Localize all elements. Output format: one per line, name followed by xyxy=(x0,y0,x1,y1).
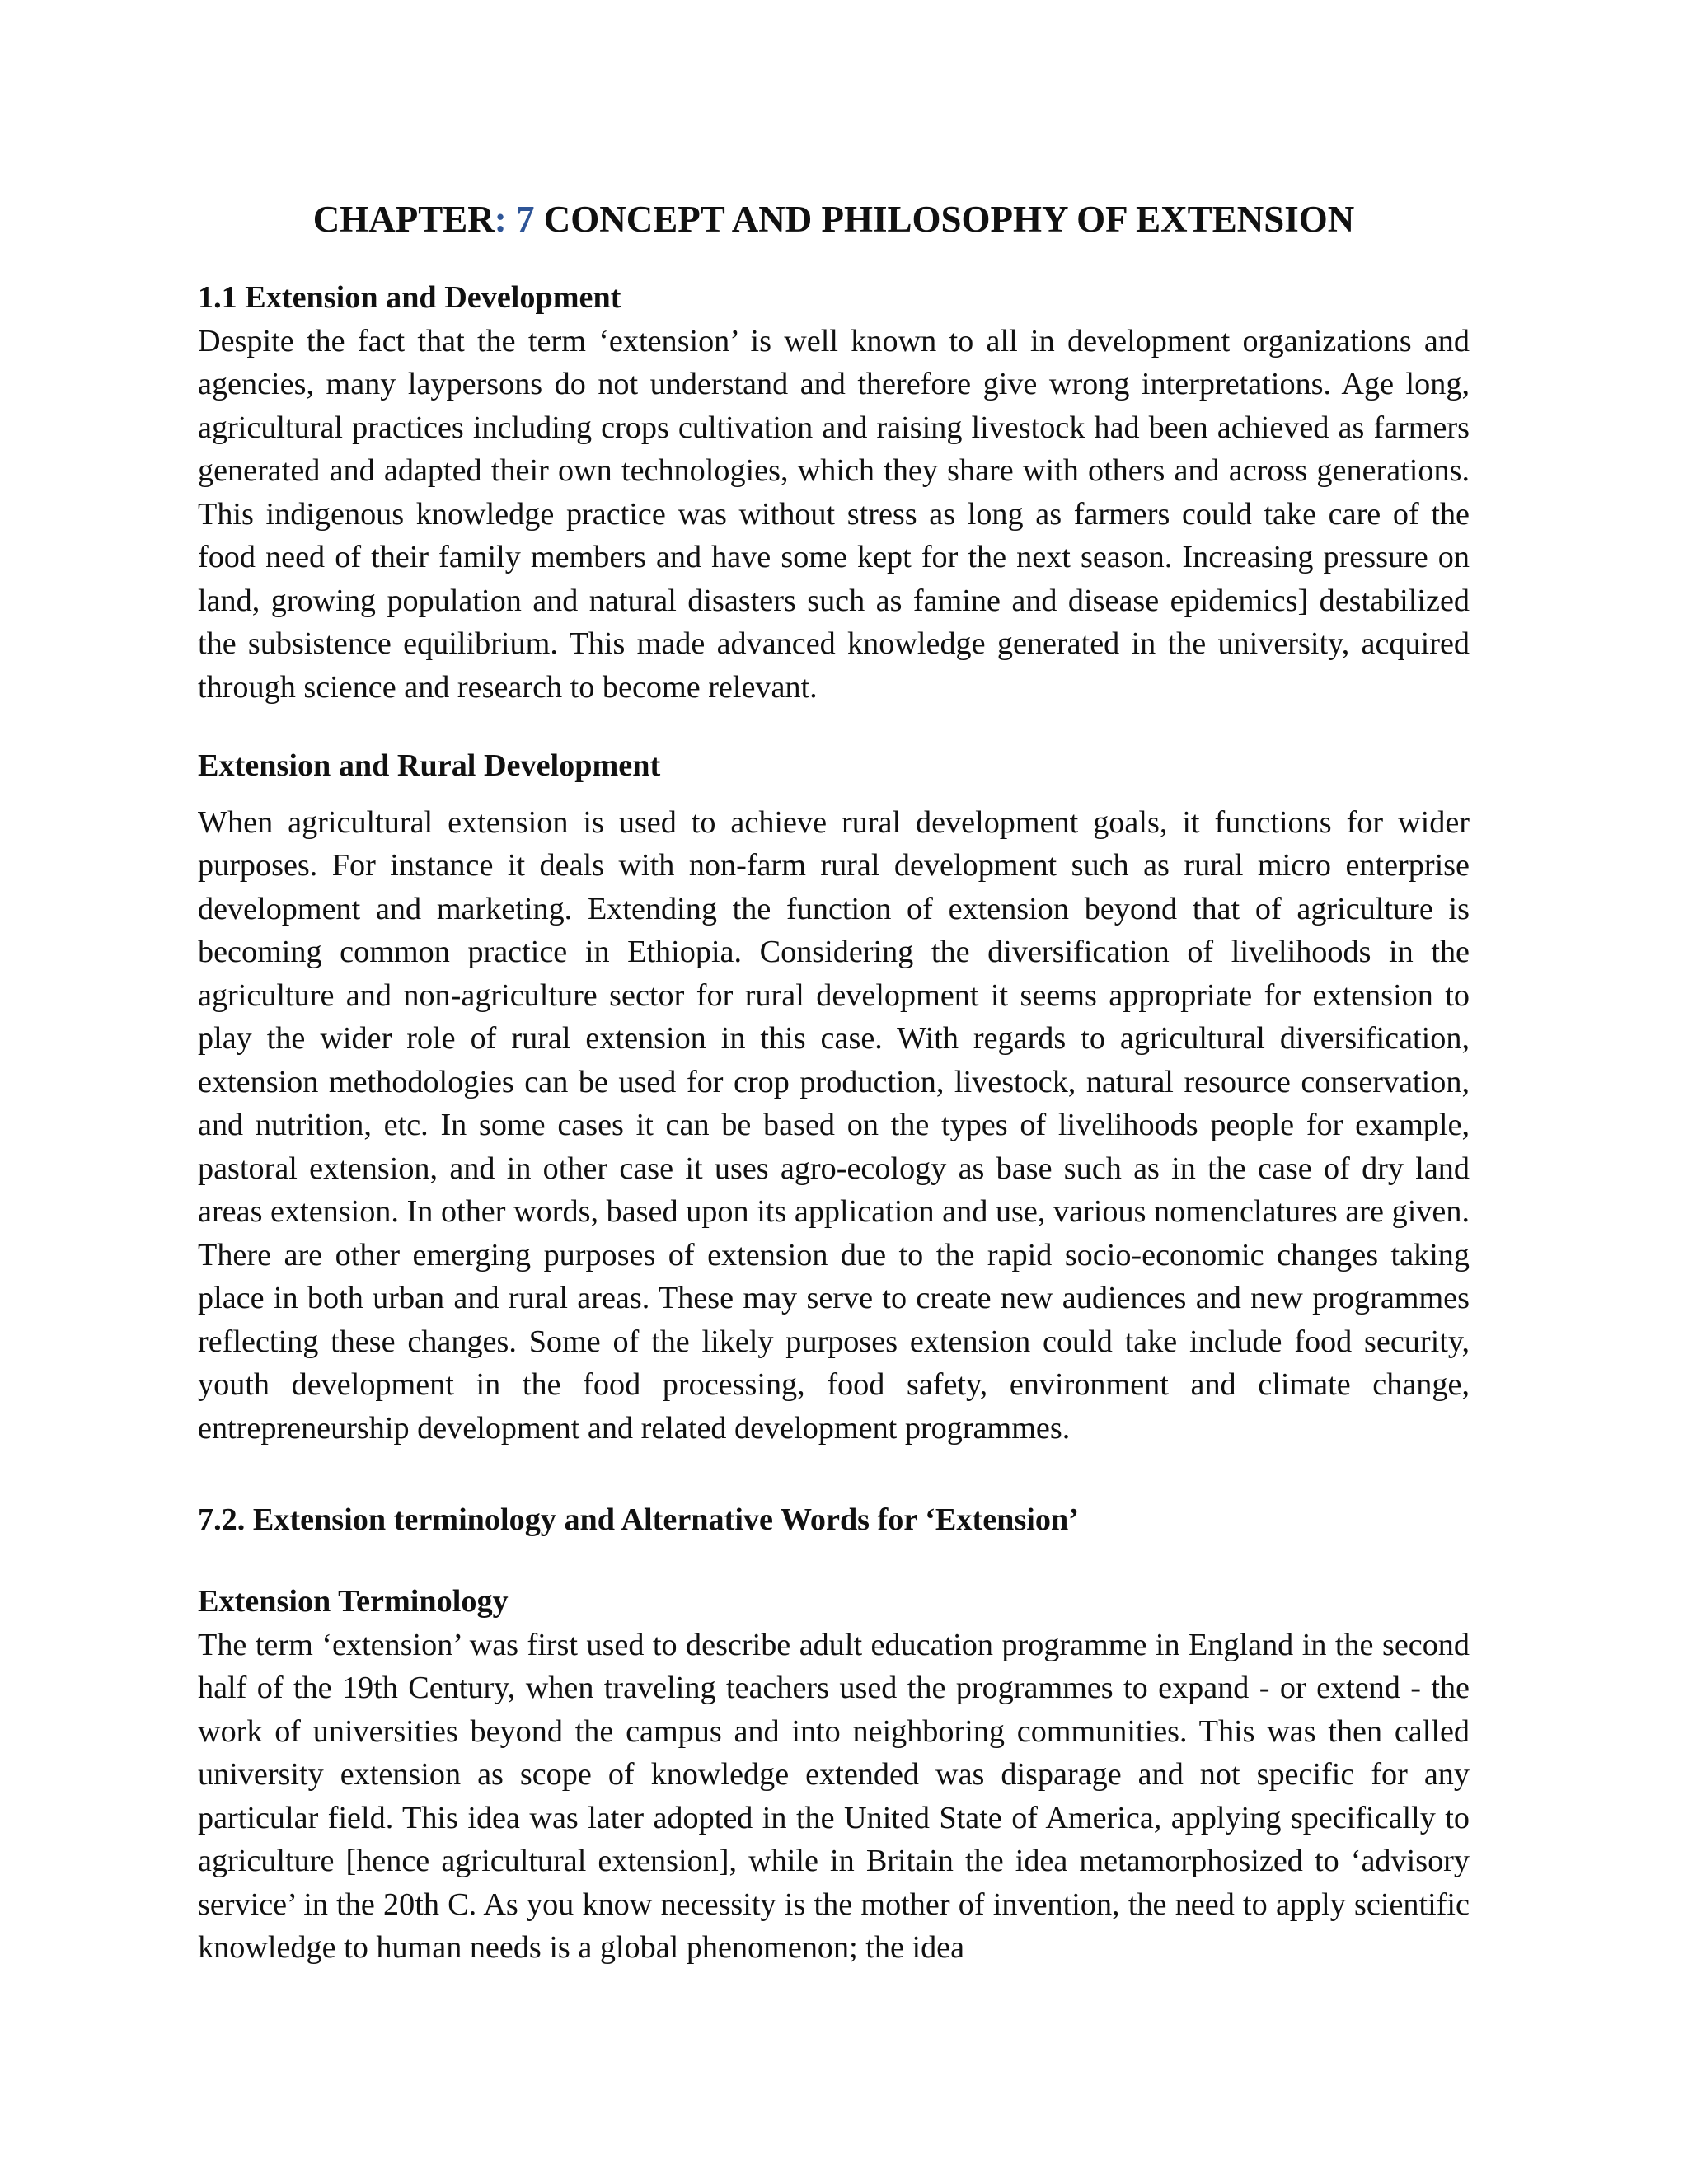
chapter-number: 7 xyxy=(516,199,535,240)
section-paragraph: When agricultural extension is used to achieve rural development goals, it functions for wider purposes. For instance it deals with non-farm rural development such as rural micro enterprise development and marketing. Extending the function of extension beyond that of agriculture is becoming common practice in Ethiopia. Considering the diversification of livelihoods in the agriculture and non-agriculture sector for rural development it seems appropriate for extension to play the wider role of rural extension in this case. With regards to agricultural diversification, extension methodologies can be used for crop production, livestock, natural resource conservation, and nutrition, etc. In some cases it can be based on the types of livelihoods people for example, pastoral extension, and in other case it uses agro-ecology as base such as in the case of dry land areas extension. In other words, based upon its application and use, various nomenclatures are given. There are other emerging purposes of extension due to the rapid socio-economic changes taking place in both urban and rural areas. These may serve to create new audiences and new programmes reflecting these changes. Some of the likely purposes extension could take include food security, youth development in the food processing, food safety, environment and climate change, entrepreneurship development and related development programmes. xyxy=(198,804,1470,1446)
chapter-colon: : xyxy=(494,199,507,240)
section-heading: Extension Terminology xyxy=(198,1584,509,1619)
section-extension-terminology xyxy=(198,1580,1470,1970)
section-heading: 1.1 Extension and Development xyxy=(198,280,621,315)
document-page xyxy=(198,0,1470,2184)
section-extension-and-rural-development xyxy=(198,744,1470,1450)
section-heading: 7.2. Extension terminology and Alternative Words for ‘Extension’ xyxy=(198,1502,1079,1537)
section-paragraph: Despite the fact that the term ‘extension’ is well known to all in development organizations and agencies, many laypersons do not understand and therefore give wrong interpretations. Age long, agricultural practices including crops cultivation and raising livestock had been achieved as farmers generated and adapted their own technologies, which they share with others and across generations. This indigenous knowledge practice was without stress as long as farmers could take care of the food need of their family members and have some kept for the next season. Increasing pressure on land, growing population and natural disasters such as famine and disease epidemics] destabilized the subsistence equilibrium. This made advanced knowledge generated in the university, acquired through science and research to become relevant. xyxy=(198,323,1470,705)
chapter-title xyxy=(198,194,1470,244)
section-paragraph: The term ‘extension’ was first used to describe adult education programme in England in the second half of the 19th Century, when traveling teachers used the programmes to expand - or extend - the work of universities beyond the campus and into neighboring communities. This was then called university extension as scope of knowledge extended was disparage and not specific for any particular field. This idea was later adopted in the United State of America, applying specifically to agriculture [hence agricultural extension], while in Britain the idea metamorphosized to ‘advisory service’ in the 20th C. As you know necessity is the mother of invention, the need to apply scientific knowledge to human needs is a global phenomenon; the idea xyxy=(198,1627,1470,1965)
section-extension-terminology-alternatives xyxy=(198,1498,1470,1542)
chapter-prefix: CHAPTER xyxy=(312,199,495,240)
section-heading: Extension and Rural Development xyxy=(198,748,661,783)
chapter-title-text: CONCEPT AND PHILOSOPHY OF EXTENSION xyxy=(543,199,1355,240)
section-extension-and-development xyxy=(198,276,1470,709)
